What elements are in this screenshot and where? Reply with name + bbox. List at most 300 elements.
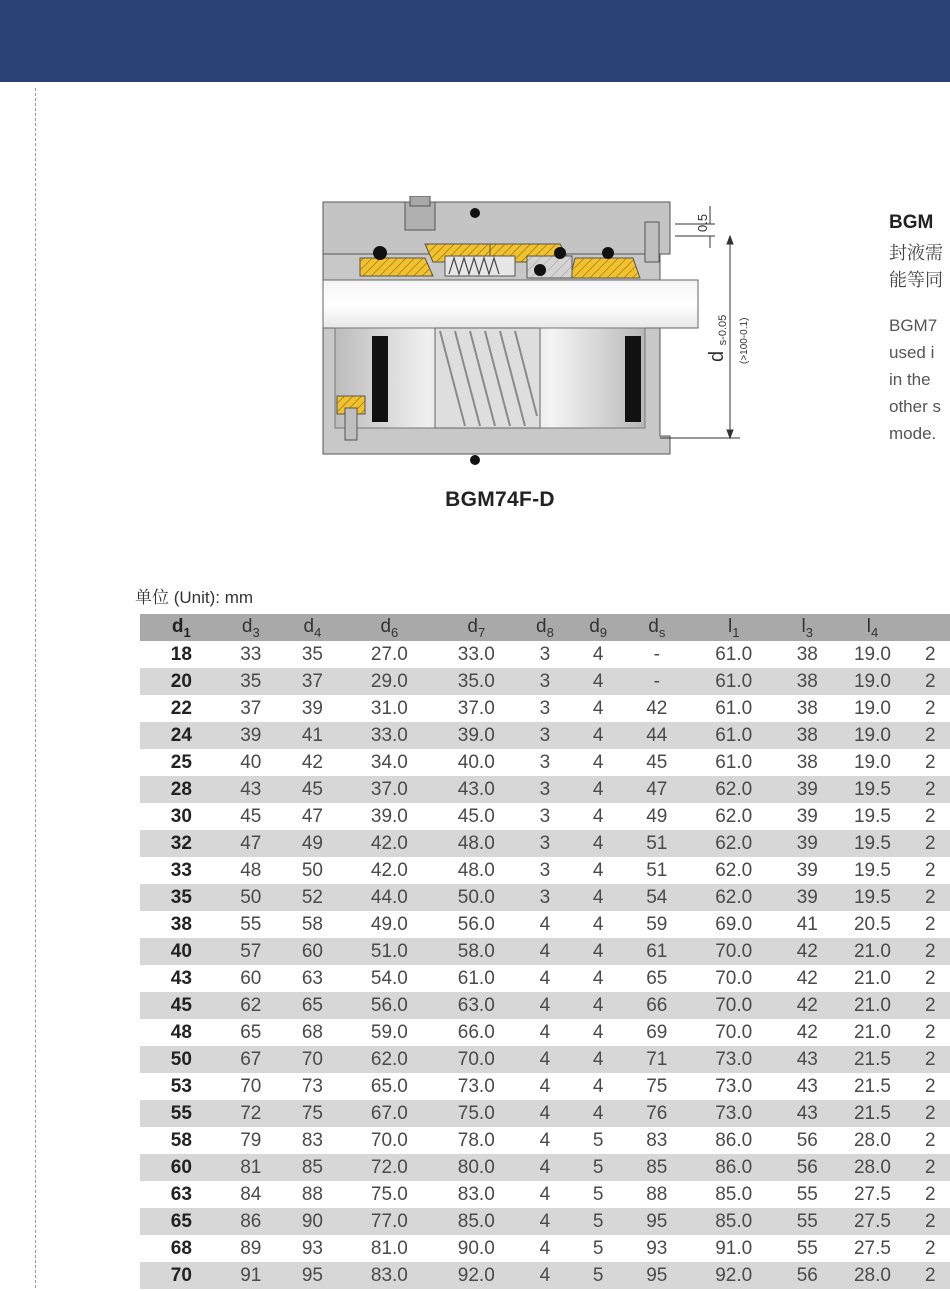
table-row [140, 1073, 950, 1100]
column-header-l1 [687, 614, 780, 641]
table-cell: 38 [796, 697, 818, 719]
table-cell: 48.0 [433, 830, 520, 857]
table-cell: 51.0 [346, 938, 433, 965]
table-cell: 62.0 [687, 884, 780, 911]
table-cell: 19.0 [853, 751, 891, 773]
column-header-subscript: 1 [183, 624, 191, 640]
table-cell: 65 [140, 1208, 223, 1235]
table-row [140, 695, 950, 722]
table-cell: 69.0 [715, 913, 753, 935]
table-cell: 78.0 [457, 1129, 495, 1151]
table-cell: 83.0 [346, 1262, 433, 1289]
table-cell: 67 [223, 1046, 279, 1073]
table-cell: 43 [223, 776, 279, 803]
table-cell: 19.5 [834, 776, 910, 803]
table-cell: 45 [240, 805, 262, 827]
table-cell: 50.0 [433, 884, 520, 911]
table-cell: 50 [223, 884, 279, 911]
table-cell: 4 [520, 1262, 570, 1289]
table-cell: 52 [279, 884, 346, 911]
dim-ds-subscript: s-0.05 [717, 314, 729, 346]
table-cell: 56 [780, 1262, 834, 1289]
table-cell: 5 [570, 1208, 626, 1235]
table-cell: 42 [780, 992, 834, 1019]
table-cell: 39.0 [433, 722, 520, 749]
table-cell: 19.5 [853, 805, 891, 827]
table-cell: 42 [646, 697, 668, 719]
table-cell: 92.0 [433, 1262, 520, 1289]
table-cell: 31.0 [370, 697, 408, 719]
table-cell: 5 [592, 1129, 604, 1151]
table-cell: 37 [240, 697, 262, 719]
table-cell: 67.0 [346, 1100, 433, 1127]
table-cell: 33.0 [457, 643, 495, 665]
table-cell: - [653, 643, 660, 665]
table-cell: 39 [301, 697, 323, 719]
table-row [140, 1235, 950, 1262]
table-cell: 44 [626, 722, 687, 749]
table-cell: 45.0 [457, 805, 495, 827]
table-cell: 28.0 [853, 1129, 891, 1151]
table-cell: 91 [223, 1262, 279, 1289]
table-cell: 4 [592, 643, 604, 665]
table-cell: 62.0 [715, 859, 753, 881]
table-cell: 86 [223, 1208, 279, 1235]
table-cell: 49 [279, 830, 346, 857]
table-cell: 62 [223, 992, 279, 1019]
description-en-line: used i [889, 343, 935, 362]
table-cell: 20.5 [853, 913, 891, 935]
table-cell: 61 [626, 938, 687, 965]
column-header-d3 [223, 614, 279, 641]
table-cell: 4 [520, 1208, 570, 1235]
seal-cross-section-drawing [315, 196, 765, 476]
table-cell: 37.0 [346, 776, 433, 803]
table-cell: 56 [796, 1129, 818, 1151]
table-row [140, 1154, 950, 1181]
table-cell: 21.0 [834, 992, 910, 1019]
table-cell: 65 [279, 992, 346, 1019]
table-cell: 4 [520, 1046, 570, 1073]
table-cell: 76 [626, 1100, 687, 1127]
table-cell: 43 [780, 1046, 834, 1073]
table-cell: 50 [140, 1046, 223, 1073]
table-cell: 40 [140, 938, 223, 965]
table-cell: 2 [911, 938, 950, 965]
table-cell: 4 [570, 1100, 626, 1127]
dimension-table [140, 614, 950, 1289]
table-cell: 3 [539, 643, 551, 665]
column-header-subscript: 7 [477, 624, 486, 640]
table-cell: 4 [539, 1075, 551, 1097]
table-cell: 51 [646, 859, 668, 881]
column-header-ds [626, 614, 687, 641]
table-cell: 2 [924, 1075, 936, 1097]
table-cell: 4 [570, 830, 626, 857]
table-cell: 49.0 [370, 913, 408, 935]
table-cell: 4 [592, 1021, 604, 1043]
column-header-subscript: 3 [805, 624, 813, 640]
dim-range-label: (>100-0.1) [739, 317, 750, 364]
table-cell: 4 [592, 859, 604, 881]
column-header-extra [911, 614, 950, 641]
table-cell: 2 [924, 1021, 936, 1043]
column-header-base: d [241, 615, 253, 637]
table-cell: 39 [223, 722, 279, 749]
dim-ds-label: d [706, 350, 728, 362]
table-cell: 75.0 [370, 1183, 408, 1205]
table-cell: 45 [279, 776, 346, 803]
table-cell: 45 [140, 992, 223, 1019]
table-cell: 70.0 [687, 992, 780, 1019]
column-header-base: d [589, 615, 600, 637]
table-cell: 65 [646, 967, 668, 989]
column-header-subscript: 4 [314, 624, 322, 640]
table-cell: 72.0 [346, 1154, 433, 1181]
table-cell: 2 [911, 1262, 950, 1289]
description-en-line: in the [889, 370, 931, 389]
table-cell: 3 [520, 830, 570, 857]
column-header-subscript: s [658, 624, 666, 640]
table-cell: 5 [592, 1237, 604, 1259]
table-cell: 68 [301, 1021, 323, 1043]
table-cell: 2 [911, 992, 950, 1019]
table-cell: 83 [301, 1129, 323, 1151]
table-cell: 19.0 [853, 643, 891, 665]
table-cell: 2 [924, 1237, 936, 1259]
table-cell: 19.0 [853, 697, 891, 719]
table-cell: 40.0 [457, 751, 495, 773]
table-cell: 39 [780, 830, 834, 857]
table-cell: 55 [240, 913, 262, 935]
table-cell: 47 [223, 830, 279, 857]
table-cell: 54.0 [370, 967, 408, 989]
column-header-subscript: 8 [546, 624, 554, 640]
table-cell: 85.0 [687, 1208, 780, 1235]
table-cell: 21.0 [853, 967, 891, 989]
table-cell: 95 [626, 1262, 687, 1289]
table-cell: 58 [301, 913, 323, 935]
table-cell: 61.0 [715, 643, 753, 665]
description-en-line: BGM7 [889, 316, 938, 335]
drawing-caption: BGM74F-D [445, 488, 555, 511]
table-row [140, 965, 950, 992]
table-cell: 5 [570, 1154, 626, 1181]
table-cell: 5 [570, 1262, 626, 1289]
table-cell: 79 [240, 1129, 262, 1151]
table-cell: 4 [570, 668, 626, 695]
table-cell: 22 [170, 697, 192, 719]
table-row [140, 1181, 950, 1208]
table-cell: 69 [646, 1021, 668, 1043]
table-cell: 21.5 [834, 1100, 910, 1127]
table-cell: 44.0 [346, 884, 433, 911]
table-cell: 25 [170, 751, 192, 773]
table-cell: 38 [796, 751, 818, 773]
table-cell: 4 [520, 1100, 570, 1127]
table-row [140, 938, 950, 965]
table-cell: 4 [570, 1046, 626, 1073]
table-cell: 2 [911, 1208, 950, 1235]
table-cell: 40 [240, 751, 262, 773]
table-cell: 2 [911, 830, 950, 857]
table-cell: 50 [301, 859, 323, 881]
table-cell: 19.5 [834, 884, 910, 911]
column-header-base: d [171, 615, 184, 637]
column-header-d8 [520, 614, 570, 641]
description-english [889, 312, 950, 447]
table-cell: 28 [140, 776, 223, 803]
table-cell: 70.0 [370, 1129, 408, 1151]
table-cell: 4 [592, 751, 604, 773]
table-cell: 55 [780, 1208, 834, 1235]
table-row [140, 749, 950, 776]
table-cell: 2 [911, 884, 950, 911]
table-cell: 4 [592, 805, 604, 827]
table-cell: 2 [911, 776, 950, 803]
table-cell: 88 [646, 1183, 668, 1205]
table-row [140, 830, 950, 857]
column-header-subscript: 6 [391, 624, 399, 640]
table-cell: 63.0 [433, 992, 520, 1019]
column-header-subscript: 1 [732, 624, 740, 640]
table-cell: 73.0 [687, 1046, 780, 1073]
table-cell: 55 [796, 1183, 818, 1205]
table-cell: 61.0 [715, 751, 753, 773]
table-cell: 4 [539, 913, 551, 935]
table-cell: 3 [539, 751, 551, 773]
table-cell: 39 [780, 884, 834, 911]
table-cell: 19.5 [853, 859, 891, 881]
table-cell: 38 [780, 668, 834, 695]
column-header-base: l [801, 615, 806, 637]
margin-guide-line [35, 88, 36, 1288]
table-cell: 4 [539, 1021, 551, 1043]
table-cell: 71 [626, 1046, 687, 1073]
table-cell: 33 [170, 859, 192, 881]
table-cell: 73.0 [715, 1075, 753, 1097]
column-header-subscript: 3 [252, 624, 260, 640]
table-cell: 38 [780, 722, 834, 749]
table-cell: 58 [170, 1129, 192, 1151]
description-cn-line: 能等同 [889, 270, 943, 291]
table-cell: 84 [240, 1183, 262, 1205]
table-cell: 56.0 [346, 992, 433, 1019]
table-cell: 70.0 [687, 938, 780, 965]
table-cell: 80.0 [433, 1154, 520, 1181]
table-cell: 75 [279, 1100, 346, 1127]
table-cell: 61.0 [457, 967, 495, 989]
table-cell: 2 [911, 1154, 950, 1181]
table-header-row [140, 614, 950, 641]
column-header-d4 [279, 614, 346, 641]
table-cell: 58.0 [433, 938, 520, 965]
table-cell: 39 [796, 805, 818, 827]
table-cell: 59 [646, 913, 668, 935]
column-header-base: l [728, 615, 733, 637]
table-cell: 37.0 [457, 697, 495, 719]
table-cell: 21.0 [834, 938, 910, 965]
table-cell: 70 [140, 1262, 223, 1289]
table-cell: 62.0 [687, 776, 780, 803]
table-body [140, 641, 950, 1289]
table-cell: 86.0 [687, 1154, 780, 1181]
table-cell: 73 [301, 1075, 323, 1097]
table-cell: 81.0 [370, 1237, 408, 1259]
table-cell: 85 [279, 1154, 346, 1181]
table-cell: 3 [520, 722, 570, 749]
table-cell: 4 [539, 967, 551, 989]
table-cell: 28.0 [834, 1262, 910, 1289]
table-cell: 57 [223, 938, 279, 965]
table-cell: 48.0 [457, 859, 495, 881]
column-header-l3 [780, 614, 834, 641]
column-header-base: d [380, 615, 392, 637]
table-cell: 86.0 [715, 1129, 753, 1151]
table-cell: 95 [626, 1208, 687, 1235]
column-header-base: d [303, 615, 315, 637]
description-block [889, 212, 950, 447]
table-cell: 70 [279, 1046, 346, 1073]
table-cell: 4 [539, 1237, 551, 1259]
column-header-subscript: 4 [870, 624, 879, 640]
table-cell: 75 [646, 1075, 668, 1097]
table-cell: 32 [140, 830, 223, 857]
table-cell: 88 [301, 1183, 323, 1205]
table-cell: 4 [570, 776, 626, 803]
table-cell: 3 [520, 884, 570, 911]
table-cell: 21.5 [853, 1075, 891, 1097]
table-cell: - [626, 668, 687, 695]
table-cell: 2 [924, 751, 936, 773]
column-header-d1 [140, 614, 223, 641]
table-row [140, 722, 950, 749]
table-cell: 70.0 [715, 1021, 753, 1043]
table-cell: 43 [796, 1075, 818, 1097]
table-cell: 27.0 [370, 643, 408, 665]
table-cell: 27.5 [853, 1237, 891, 1259]
table-cell: 35.0 [433, 668, 520, 695]
table-cell: 34.0 [370, 751, 408, 773]
table-cell: 56 [780, 1154, 834, 1181]
table-cell: 35 [223, 668, 279, 695]
table-cell: 65.0 [370, 1075, 408, 1097]
table-cell: 62.0 [715, 805, 753, 827]
table-row [140, 857, 950, 884]
table-cell: 30 [170, 805, 192, 827]
table-cell: 70 [240, 1075, 262, 1097]
table-cell: 21.0 [853, 1021, 891, 1043]
table-cell: 2 [911, 1046, 950, 1073]
column-header-base: d [467, 615, 478, 637]
table-cell: 55 [796, 1237, 818, 1259]
table-cell: 49 [646, 805, 668, 827]
column-header-base: d [648, 615, 659, 637]
table-cell: 85 [626, 1154, 687, 1181]
table-cell: 41 [796, 913, 818, 935]
column-header-base: d [535, 615, 547, 637]
table-row [140, 992, 950, 1019]
table-row [140, 911, 950, 938]
table-cell: 55 [140, 1100, 223, 1127]
table-cell: 3 [520, 668, 570, 695]
table-cell: 89 [240, 1237, 262, 1259]
table-cell: 4 [520, 1154, 570, 1181]
description-title: BGM [889, 212, 934, 233]
table-cell: 39 [796, 859, 818, 881]
table-cell: 42 [301, 751, 323, 773]
table-cell: 2 [911, 1100, 950, 1127]
table-cell: 38 [170, 913, 192, 935]
table-cell: 91.0 [715, 1237, 753, 1259]
table-cell: 63 [170, 1183, 192, 1205]
table-cell: 2 [924, 1183, 936, 1205]
table-cell: 60 [140, 1154, 223, 1181]
table-cell: 62.0 [346, 1046, 433, 1073]
table-cell: 42 [796, 967, 818, 989]
table-cell: 93 [646, 1237, 668, 1259]
table-cell: 27.5 [853, 1183, 891, 1205]
table-cell: 83 [646, 1129, 668, 1151]
table-cell: 59.0 [370, 1021, 408, 1043]
table-cell: 90.0 [457, 1237, 495, 1259]
table-cell: 61.0 [715, 697, 753, 719]
table-cell: 2 [911, 722, 950, 749]
table-cell: 45 [646, 751, 668, 773]
table-cell: 27.5 [834, 1208, 910, 1235]
table-cell: 47 [626, 776, 687, 803]
table-cell: 93 [301, 1237, 323, 1259]
table-cell: 24 [140, 722, 223, 749]
table-cell: 3 [520, 776, 570, 803]
table-cell: 3 [539, 859, 551, 881]
table-cell: 3 [539, 697, 551, 719]
table-cell: 92.0 [687, 1262, 780, 1289]
table-cell: 4 [520, 938, 570, 965]
table-cell: 68 [170, 1237, 192, 1259]
table-cell: 65 [240, 1021, 262, 1043]
table-cell: 85.0 [715, 1183, 753, 1205]
table-row [140, 1100, 950, 1127]
table-cell: 61.0 [687, 722, 780, 749]
table-cell: 2 [924, 643, 936, 665]
column-header-d9 [570, 614, 626, 641]
table-cell: 2 [924, 1129, 936, 1151]
table-cell: 2 [924, 805, 936, 827]
table-cell: 33 [240, 643, 262, 665]
table-cell: 63 [301, 967, 323, 989]
table-row [140, 1127, 950, 1154]
table-cell: 19.5 [834, 830, 910, 857]
table-cell: 77.0 [346, 1208, 433, 1235]
table-cell: 4 [592, 697, 604, 719]
table-cell: 19.0 [834, 722, 910, 749]
table-cell: 83.0 [457, 1183, 495, 1205]
table-cell: 54 [626, 884, 687, 911]
table-cell: 42 [780, 938, 834, 965]
table-cell: 4 [539, 1129, 551, 1151]
table-cell: 21.5 [834, 1046, 910, 1073]
table-cell: 61.0 [687, 668, 780, 695]
table-row [140, 1019, 950, 1046]
table-cell: 75.0 [433, 1100, 520, 1127]
description-chinese [889, 240, 950, 294]
table-cell: 35 [140, 884, 223, 911]
table-cell: 73.0 [687, 1100, 780, 1127]
table-cell: 39.0 [370, 805, 408, 827]
table-cell: 70.0 [715, 967, 753, 989]
table-cell: 85.0 [433, 1208, 520, 1235]
